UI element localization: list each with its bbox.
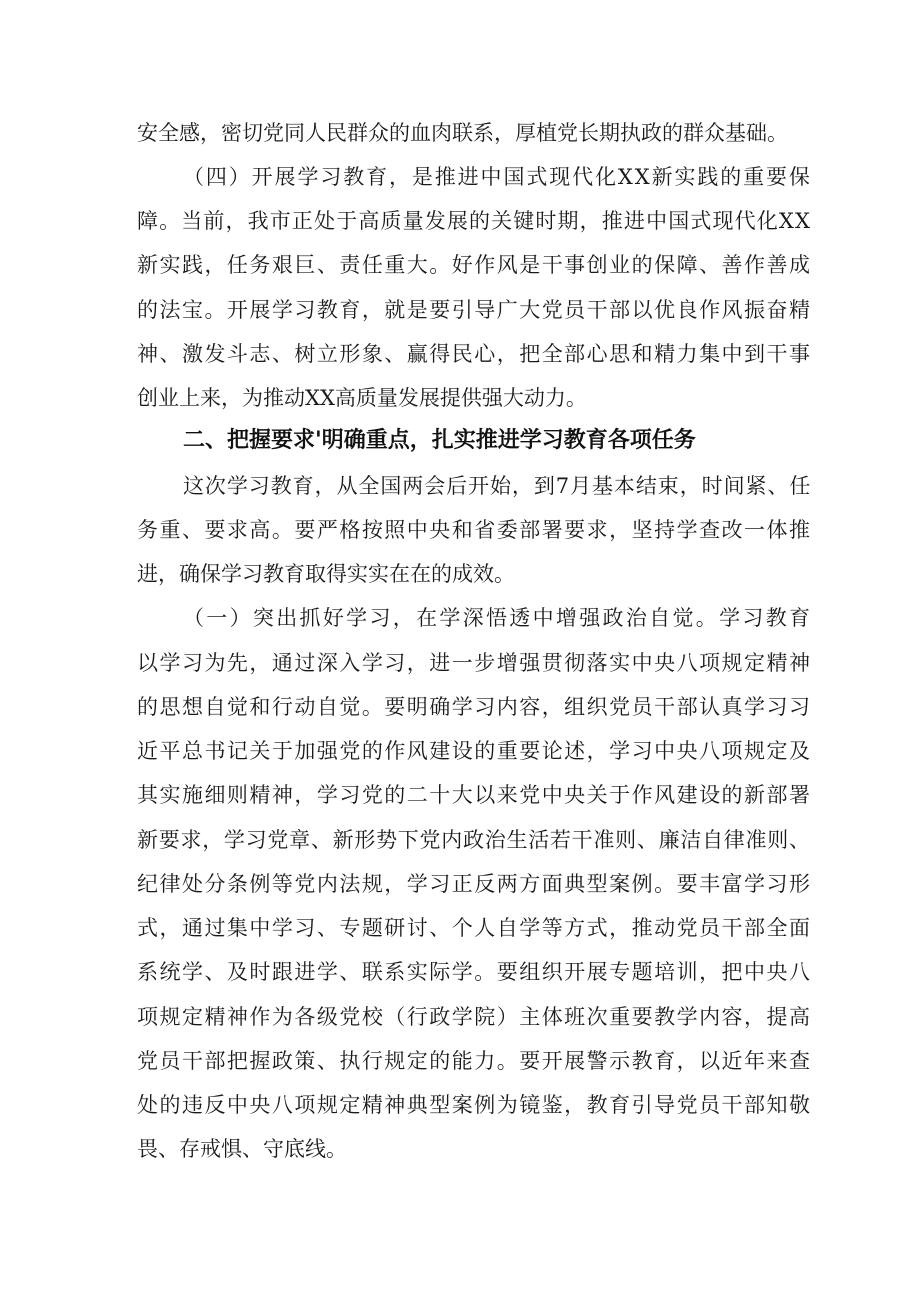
paragraph-overview-line: 进，确保学习教育取得实实在在的成效。 [137, 562, 515, 586]
paragraph-four-line: 障。当前，我市正处于高质量发展的关键时期，推进中国式现代化XX [137, 209, 812, 233]
paragraph-one-line: （一）突出抓好学习，在学深悟透中增强政治自觉。学习教育 [183, 606, 813, 630]
paragraph-one-line: 处的违反中央八项规定精神典型案例为镜鉴，教育引导党员干部知敬 [137, 1093, 812, 1117]
section-heading: 二、把握要求'明确重点，扎实推进学习教育各项任务 [183, 428, 696, 453]
paragraph-one-line: 党员干部把握政策、执行规定的能力。要开展警示教育，以近年来查 [137, 1049, 812, 1073]
paragraph-overview-line: 务重、要求高。要严格按照中央和省委部署要求，坚持学查改一体推 [137, 518, 812, 542]
paragraph-overview-line: 这次学习教育，从全国两会后开始，到7月基本结束，时间紧、任 [183, 474, 812, 498]
paragraph-four-line: （四）开展学习教育，是推进中国式现代化XX新实践的重要保 [183, 165, 812, 189]
paragraph-four-line: 神、激发斗志、树立形象、赢得民心，把全部心思和精力集中到干事 [137, 342, 812, 366]
paragraph-one-line: 系统学、及时跟进学、联系实际学。要组织开展专题培训，把中央八 [137, 960, 812, 984]
paragraph-one-line: 的思想自觉和行动自觉。要明确学习内容，组织党员干部认真学习习 [137, 695, 812, 719]
paragraph-four-line: 新实践，任务艰巨、责任重大。好作风是干事创业的保障、善作善成 [137, 253, 812, 277]
paragraph-one-line: 纪律处分条例等党内法规，学习正反两方面典型案例。要丰富学习形 [137, 872, 812, 896]
paragraph-one-line: 项规定精神作为各级党校（行政学院）主体班次重要教学内容，提高 [137, 1005, 812, 1029]
paragraph-intro-line: 安全感，密切党同人民群众的血肉联系，厚植党长期执政的群众基础。 [137, 121, 788, 145]
paragraph-one-line: 近平总书记关于加强党的作风建设的重要论述，学习中央八项规定及 [137, 739, 812, 763]
paragraph-one-line: 新要求，学习党章、新形势下党内政治生活若干准则、廉洁自律准则、 [137, 828, 811, 852]
paragraph-four-line: 创业上来，为推动XX高质量发展提供强大动力。 [137, 386, 587, 410]
paragraph-one-line: 式，通过集中学习、专题研讨、个人自学等方式，推动党员干部全面 [137, 916, 812, 940]
paragraph-four-line: 的法宝。开展学习教育，就是要引导广大党员干部以优良作风振奋精 [137, 298, 812, 322]
paragraph-one-line: 畏、存戒惧、守底线。 [137, 1137, 347, 1161]
paragraph-one-line: 其实施细则精神，学习党的二十大以来党中央关于作风建设的新部署 [137, 783, 812, 807]
paragraph-one-line: 以学习为先，通过深入学习，进一步增强贯彻落实中央八项规定精神 [137, 651, 812, 675]
